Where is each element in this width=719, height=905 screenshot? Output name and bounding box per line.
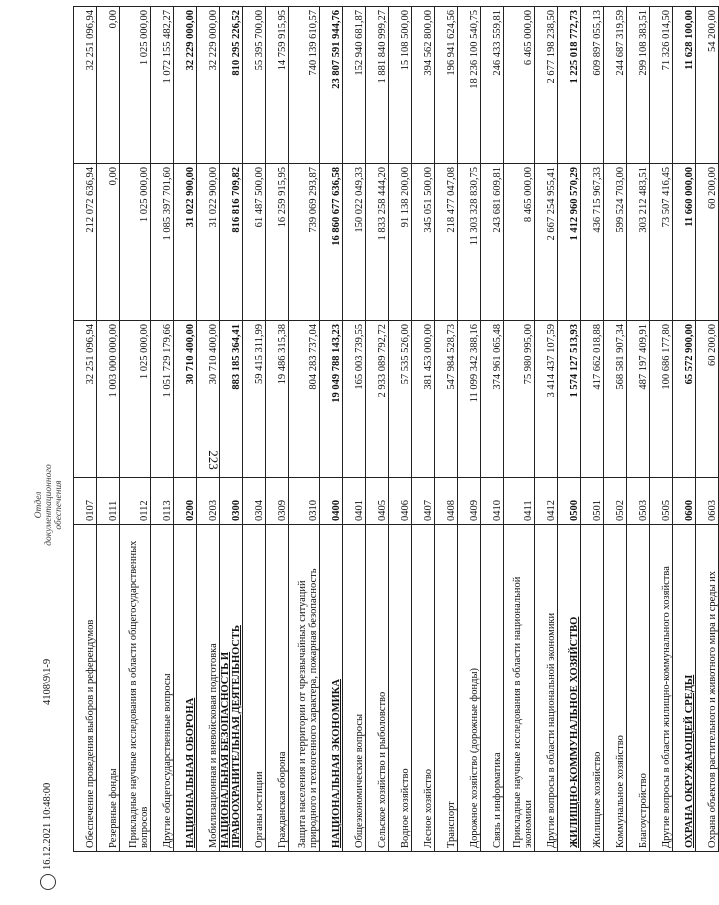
row-value-3: 32 229 000,00: [174, 7, 197, 164]
row-code: 0600: [673, 478, 696, 525]
row-value-1: 3 414 437 107,59: [535, 321, 558, 478]
row-value-1: 19 049 788 143,23: [320, 321, 343, 478]
table-row: [74, 7, 97, 852]
row-value-2: 212 072 636,94: [74, 164, 97, 321]
row-name: Благоустройство: [627, 525, 650, 852]
row-code: 0409: [458, 478, 481, 525]
row-code: 0400: [320, 478, 343, 525]
row-value-1: 547 984 528,73: [435, 321, 458, 478]
row-value-3: 394 562 800,00: [412, 7, 435, 164]
row-value-2: 11 303 328 830,75: [458, 164, 481, 321]
table-row: [151, 7, 174, 852]
row-value-3: 1 025 000,00: [120, 7, 151, 164]
row-name: Водное хозяйство: [389, 525, 412, 852]
table-row: [650, 7, 673, 852]
row-value-2: 11 660 000,00: [673, 164, 696, 321]
row-value-3: 1 225 018 772,73: [558, 7, 581, 164]
row-value-1: 57 535 526,00: [389, 321, 412, 478]
row-code: 0407: [412, 478, 435, 525]
row-name: Другие общегосударственные вопросы: [151, 525, 174, 852]
row-value-3: 6 465 000,00: [504, 7, 535, 164]
row-value-3: 32 229 000,00: [197, 7, 220, 164]
row-value-1: 417 662 018,88: [581, 321, 604, 478]
row-name: Мобилизационная и вневойсковая подготовка: [197, 525, 220, 852]
row-name: Прикладные научные исследования в области общегосударственных вопросов: [120, 525, 151, 852]
row-value-2: 1 085 397 701,60: [151, 164, 174, 321]
table-row: [343, 7, 366, 852]
row-name: Дорожное хозяйство (дорожные фонды): [458, 525, 481, 852]
table-row: [197, 7, 220, 852]
row-name: Прикладные научные исследования в области национальной экономики: [504, 525, 535, 852]
row-name: Обеспечение проведения выборов и референдумов: [74, 525, 97, 852]
table-row: [320, 7, 343, 852]
table-row: [696, 7, 719, 852]
row-value-3: 54 200,00: [696, 7, 719, 164]
row-value-2: 436 715 967,33: [581, 164, 604, 321]
row-value-2: 2 667 254 955,41: [535, 164, 558, 321]
table-row: [366, 7, 389, 852]
row-value-2: 8 465 000,00: [504, 164, 535, 321]
row-code: 0500: [558, 478, 581, 525]
table-row: [266, 7, 289, 852]
row-value-1: 60 200,00: [696, 321, 719, 478]
logo-icon: [40, 874, 56, 890]
row-value-3: 0,00: [97, 7, 120, 164]
row-code: 0113: [151, 478, 174, 525]
row-code: 0406: [389, 478, 412, 525]
row-value-3: 246 433 559,81: [481, 7, 504, 164]
row-value-1: 100 686 177,80: [650, 321, 673, 478]
footer-code: 4108\9\1-9: [42, 658, 53, 705]
row-name: Сельское хозяйство и рыболовство: [366, 525, 389, 852]
row-code: 0310: [289, 478, 320, 525]
row-code: 0401: [343, 478, 366, 525]
row-code: 0410: [481, 478, 504, 525]
row-value-3: 244 687 319,59: [604, 7, 627, 164]
row-name: НАЦИОНАЛЬНАЯ БЕЗОПАСНОСТЬ И ПРАВООХРАНИТЕЛЬНАЯ ДЕЯТЕЛЬНОСТЬ: [220, 525, 243, 852]
table-row: [504, 7, 535, 852]
row-value-1: 374 961 065,48: [481, 321, 504, 478]
row-value-1: 165 003 739,55: [343, 321, 366, 478]
row-value-2: 303 212 483,51: [627, 164, 650, 321]
row-name: Связь и информатика: [481, 525, 504, 852]
row-value-2: 599 524 703,00: [604, 164, 627, 321]
row-code: 0502: [604, 478, 627, 525]
row-value-1: 568 581 907,34: [604, 321, 627, 478]
footer-date: 16.12.2021 10:48:00: [42, 782, 53, 870]
row-value-2: 816 816 709,82: [220, 164, 243, 321]
table-row: [174, 7, 197, 852]
footer: [34, 70, 64, 890]
row-name: Лесное хозяйство: [412, 525, 435, 852]
row-code: 0411: [504, 478, 535, 525]
row-value-3: 152 940 681,87: [343, 7, 366, 164]
row-code: 0603: [696, 478, 719, 525]
row-name: Жилищное хозяйство: [581, 525, 604, 852]
row-code: 0107: [74, 478, 97, 525]
row-code: 0408: [435, 478, 458, 525]
row-code: 0112: [120, 478, 151, 525]
row-value-2: 60 200,00: [696, 164, 719, 321]
budget-table-body: [74, 7, 719, 852]
stamp: Отдел документационного обеспечения: [34, 464, 64, 546]
row-value-2: 218 477 047,08: [435, 164, 458, 321]
row-name: Транспорт: [435, 525, 458, 852]
table-row: [535, 7, 558, 852]
row-value-3: 23 807 591 944,76: [320, 7, 343, 164]
row-value-3: 18 236 100 540,75: [458, 7, 481, 164]
row-value-2: 31 022 900,00: [197, 164, 220, 321]
row-value-1: 1 025 000,00: [120, 321, 151, 478]
row-code: 0503: [627, 478, 650, 525]
row-value-1: 65 572 900,00: [673, 321, 696, 478]
table-row: [220, 7, 243, 852]
row-code: 0300: [220, 478, 243, 525]
row-value-1: 804 283 737,04: [289, 321, 320, 478]
row-name: Другие вопросы в области национальной экономики: [535, 525, 558, 852]
row-value-2: 73 507 416,45: [650, 164, 673, 321]
row-value-3: 15 108 500,00: [389, 7, 412, 164]
row-code: 0304: [243, 478, 266, 525]
table-row: [243, 7, 266, 852]
row-value-1: 59 415 311,99: [243, 321, 266, 478]
row-value-2: 345 051 500,00: [412, 164, 435, 321]
row-value-2: 243 681 609,81: [481, 164, 504, 321]
row-name: НАЦИОНАЛЬНАЯ ОБОРОНА: [174, 525, 197, 852]
row-value-2: 0,00: [97, 164, 120, 321]
row-code: 0203: [197, 478, 220, 525]
rotated-page: [73, 10, 718, 852]
row-value-2: 61 487 500,00: [243, 164, 266, 321]
row-value-2: 91 138 200,00: [389, 164, 412, 321]
row-name: Гражданская оборона: [266, 525, 289, 852]
row-value-3: 1 881 840 999,27: [366, 7, 389, 164]
row-value-2: 1 412 960 570,29: [558, 164, 581, 321]
page-number: 223: [206, 450, 221, 470]
row-value-1: 30 710 400,00: [197, 321, 220, 478]
row-name: Другие вопросы в области жилищно-коммунального хозяйства: [650, 525, 673, 852]
row-value-3: 609 897 055,13: [581, 7, 604, 164]
row-value-3: 1 072 155 482,27: [151, 7, 174, 164]
table-row: [289, 7, 320, 852]
table-row: [558, 7, 581, 852]
row-value-3: 55 395 700,00: [243, 7, 266, 164]
row-name: ОХРАНА ОКРУЖАЮЩЕЙ СРЕДЫ: [673, 525, 696, 852]
row-value-3: 11 628 100,00: [673, 7, 696, 164]
row-value-3: 2 677 198 238,50: [535, 7, 558, 164]
row-name: Охрана объектов растительного и животного мира и среды их: [696, 525, 719, 852]
table-row: [604, 7, 627, 852]
row-value-1: 32 251 096,94: [74, 321, 97, 478]
table-row: [581, 7, 604, 852]
row-value-3: 32 251 096,94: [74, 7, 97, 164]
row-name: Резервные фонды: [97, 525, 120, 852]
row-value-1: 30 710 400,00: [174, 321, 197, 478]
row-value-1: 883 185 364,41: [220, 321, 243, 478]
row-code: 0309: [266, 478, 289, 525]
row-value-2: 150 022 049,33: [343, 164, 366, 321]
row-value-3: 71 326 014,50: [650, 7, 673, 164]
row-code: 0200: [174, 478, 197, 525]
row-value-1: 487 197 409,91: [627, 321, 650, 478]
row-value-2: 739 069 293,87: [289, 164, 320, 321]
row-code: 0405: [366, 478, 389, 525]
row-name: НАЦИОНАЛЬНАЯ ЭКОНОМИКА: [320, 525, 343, 852]
row-value-2: 31 022 900,00: [174, 164, 197, 321]
row-value-3: 810 295 226,52: [220, 7, 243, 164]
row-name: Общеэкономические вопросы: [343, 525, 366, 852]
row-code: 0505: [650, 478, 673, 525]
row-value-2: 1 025 000,00: [120, 164, 151, 321]
row-code: 0412: [535, 478, 558, 525]
table-row: [412, 7, 435, 852]
row-value-3: 196 941 624,56: [435, 7, 458, 164]
row-value-1: 2 933 089 792,72: [366, 321, 389, 478]
table-row: [481, 7, 504, 852]
table-row: [97, 7, 120, 852]
table-row: [120, 7, 151, 852]
row-value-2: 16 860 677 636,58: [320, 164, 343, 321]
row-code: 0111: [97, 478, 120, 525]
row-name: ЖИЛИЩНО-КОММУНАЛЬНОЕ ХОЗЯЙСТВО: [558, 525, 581, 852]
table-row: [627, 7, 650, 852]
row-code: 0501: [581, 478, 604, 525]
row-value-1: 1 003 000 000,00: [97, 321, 120, 478]
table-row: [458, 7, 481, 852]
row-value-1: 1 051 729 179,66: [151, 321, 174, 478]
budget-table: [73, 6, 719, 852]
row-value-2: 16 259 915,95: [266, 164, 289, 321]
row-value-1: 19 486 315,38: [266, 321, 289, 478]
table-row: [435, 7, 458, 852]
table-row: [389, 7, 412, 852]
row-value-3: 14 759 915,95: [266, 7, 289, 164]
row-value-1: 381 453 000,00: [412, 321, 435, 478]
row-name: Защита населения и территории от чрезвычайных ситуаций природного и техногенного характера, пожарная безопасность: [289, 525, 320, 852]
row-name: Коммунальное хозяйство: [604, 525, 627, 852]
row-value-1: 75 980 995,00: [504, 321, 535, 478]
row-value-3: 740 139 610,57: [289, 7, 320, 164]
row-value-3: 299 108 383,51: [627, 7, 650, 164]
row-value-2: 1 833 258 444,20: [366, 164, 389, 321]
row-value-1: 11 099 342 388,16: [458, 321, 481, 478]
row-name: Органы юстиции: [243, 525, 266, 852]
row-value-1: 1 574 127 513,93: [558, 321, 581, 478]
table-row: [673, 7, 696, 852]
